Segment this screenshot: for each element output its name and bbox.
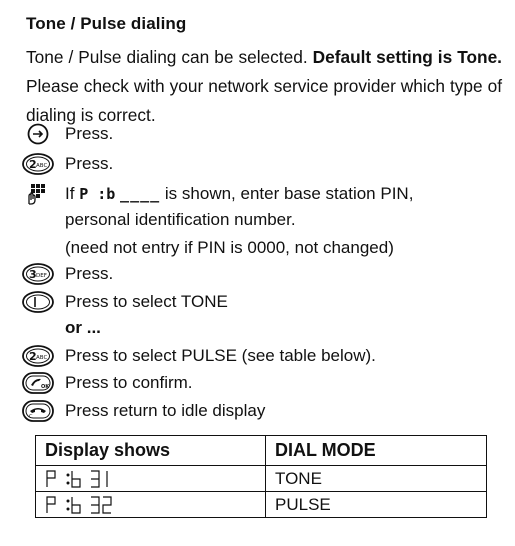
step-pulse-text: Press to select PULSE (see table below). bbox=[65, 346, 376, 365]
intro-paragraph bbox=[26, 43, 502, 130]
step-tone-text: Press to select TONE bbox=[65, 292, 228, 311]
table-row bbox=[36, 466, 487, 492]
step-menu bbox=[20, 121, 113, 147]
step-pin-if: If bbox=[65, 184, 75, 203]
intro-default-setting: Default setting is Tone. bbox=[312, 47, 502, 67]
dial-mode-table bbox=[35, 435, 487, 518]
step-tone bbox=[20, 289, 228, 315]
lcd-display-tone bbox=[45, 469, 141, 489]
pin-line2: personal identification number. bbox=[65, 210, 296, 229]
table-cell-display bbox=[36, 492, 266, 518]
step-pin bbox=[20, 181, 413, 207]
menu-key-icon bbox=[20, 122, 56, 146]
step-pin-text bbox=[65, 184, 413, 204]
svg-text:C: C bbox=[29, 414, 33, 420]
step-idle bbox=[20, 398, 265, 424]
table-cell-display bbox=[36, 466, 266, 492]
lcd-display-pulse bbox=[45, 495, 141, 515]
svg-text:2: 2 bbox=[29, 350, 37, 363]
svg-text:ABC: ABC bbox=[36, 163, 48, 169]
step-def bbox=[20, 261, 113, 287]
svg-text:ABC: ABC bbox=[36, 355, 48, 361]
scroll-key-icon bbox=[20, 290, 56, 314]
svg-text:OK: OK bbox=[41, 384, 50, 390]
step-def-text: Press. bbox=[65, 264, 114, 283]
keypad-hand-icon bbox=[20, 182, 56, 206]
heading: Tone / Pulse dialing bbox=[26, 14, 187, 33]
table-row bbox=[36, 492, 487, 518]
table-header-row bbox=[36, 436, 487, 466]
intro-part1: Tone / Pulse dialing can be selected. bbox=[26, 47, 308, 67]
step-idle-text: Press return to idle display bbox=[65, 401, 266, 420]
step-pin-after: is shown, enter base station PIN, bbox=[164, 184, 414, 203]
svg-text:3: 3 bbox=[29, 268, 37, 281]
table-header-mode: DIAL MODE bbox=[266, 436, 487, 466]
step-menu-text: Press. bbox=[65, 124, 114, 143]
step-abc-text: Press. bbox=[65, 154, 114, 173]
abc-2-key-icon bbox=[20, 344, 56, 368]
svg-text:DEF: DEF bbox=[36, 273, 47, 279]
ok-key-icon bbox=[20, 371, 56, 395]
abc-2-key-icon bbox=[20, 152, 56, 176]
end-call-key-icon bbox=[20, 399, 56, 423]
pin-line3: (need not entry if PIN is 0000, not changed) bbox=[65, 238, 394, 257]
pin-prompt-dashes: ____ bbox=[120, 185, 161, 203]
step-abc bbox=[20, 151, 113, 177]
table-cell-mode: PULSE bbox=[266, 492, 487, 518]
intro-part3: Please check with your network service provider which type of dialing is correct. bbox=[26, 76, 502, 125]
step-confirm bbox=[20, 370, 193, 396]
def-3-key-icon bbox=[20, 262, 56, 286]
table-header-display: Display shows bbox=[36, 436, 266, 466]
svg-text:2: 2 bbox=[29, 158, 37, 171]
table-cell-mode: TONE bbox=[266, 466, 487, 492]
pin-prompt-code: P :b bbox=[79, 185, 116, 203]
step-pulse bbox=[20, 343, 376, 369]
or-label: or ... bbox=[65, 318, 101, 337]
step-confirm-text: Press to confirm. bbox=[65, 373, 193, 392]
